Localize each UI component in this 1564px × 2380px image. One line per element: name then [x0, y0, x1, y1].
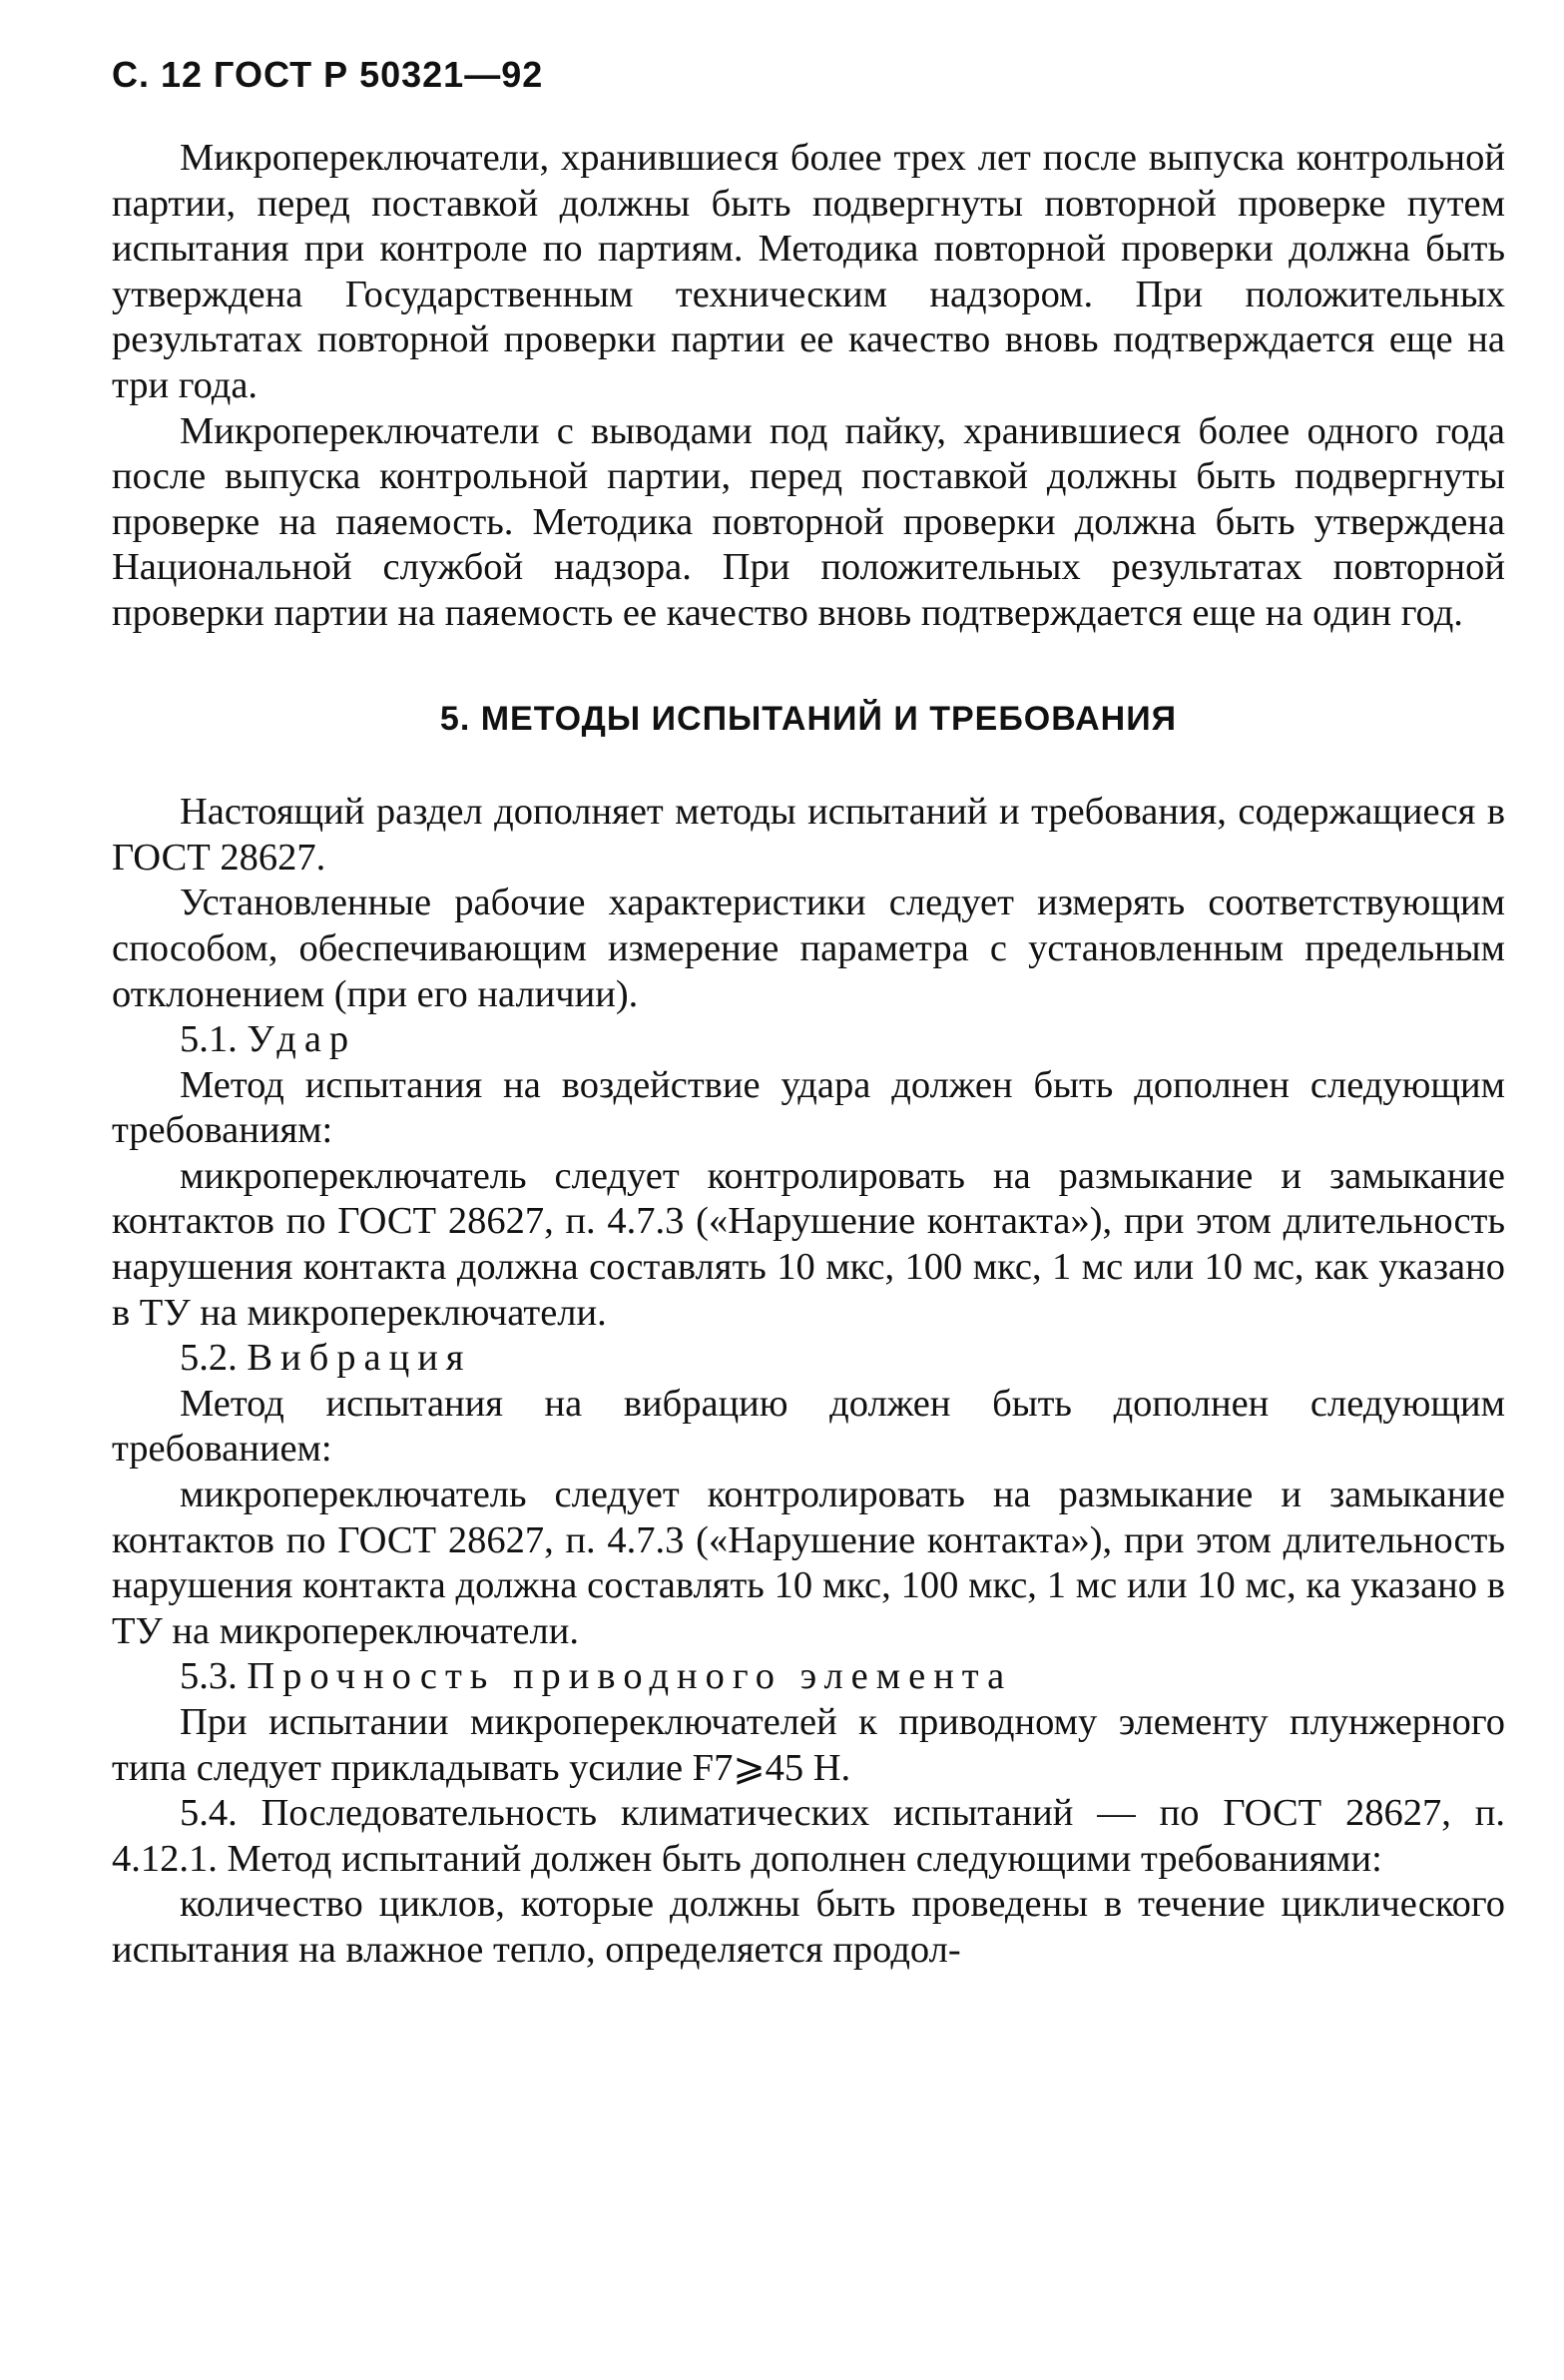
subsection-5-1-title: Удар	[247, 1018, 357, 1061]
subsection-5-1-text-2: микропереключатель следует контролировать на размыкание и замыкание контактов по ГОСТ 28627, п. 4.7.3 («Нарушение контакта»), при этом длительность нарушения контакта должна составлять 10 мкс, 100 мкс, 1 мс или 10 мс, как указано в ТУ на микропереключатели.	[112, 1154, 1505, 1334]
subsection-5-2-heading	[112, 1336, 1505, 1382]
section-5-intro-2: Установленные рабочие характеристики следует измерять соответствующим способом, обеспечивающим измерение параметра с установленным предельным отклонением (при его наличии).	[112, 882, 1505, 1015]
subsection-5-2-number: 5.2.	[180, 1337, 238, 1380]
document-body	[112, 136, 1505, 1974]
page-header: С. 12 ГОСТ Р 50321—92	[112, 54, 544, 95]
subsection-5-1-heading	[112, 1017, 1505, 1063]
paragraph-storage-recheck: Микропереключатели, хранившиеся более трех лет после выпуска контрольной партии, перед поставкой должны быть подвергнуты повторной проверке путем испытания при контроле по партиям. Методика повторной проверки должна быть утверждена Государственным техническим надзором. При положительных результатах повторной проверки партии ее качество вновь подтверждается еще на три года.	[112, 137, 1505, 406]
subsection-5-1-number: 5.1.	[180, 1018, 238, 1061]
subsection-5-3-text-1: При испытании микропереключателей к приводному элементу плунжерного типа следует прикладывать усилие F7⩾45 Н.	[112, 1701, 1505, 1789]
subsection-5-2-text-1: Метод испытания на вибрацию должен быть дополнен следующим требованием:	[112, 1382, 1505, 1471]
section-5-intro-1: Настоящий раздел дополняет методы испытаний и требования, содержащиеся в ГОСТ 28627.	[112, 791, 1505, 879]
subsection-5-3-number: 5.3.	[180, 1655, 238, 1698]
subsection-5-4-text-1: 5.4. Последовательность климатических испытаний — по ГОСТ 28627, п. 4.12.1. Метод испытаний должен быть дополнен следующими требованиями:	[112, 1792, 1505, 1880]
subsection-5-4-text-2: количество циклов, которые должны быть проведены в течение циклического испытания на влажное тепло, определяется продол-	[112, 1883, 1505, 1971]
paragraph-solderability-recheck: Микропереключатели с выводами под пайку, хранившиеся более одного года после выпуска контрольной партии, перед поставкой должны быть подвергнуты проверке на паяемость. Методика повторной проверки должна быть утверждена Национальной службой надзора. При положительных результатах повторной проверки партии на паяемость ее качество вновь подтверждается еще на один год.	[112, 409, 1505, 634]
subsection-5-1-text-1: Метод испытания на воздействие удара должен быть дополнен следующим требованиям:	[112, 1063, 1505, 1152]
subsection-5-3-heading	[112, 1654, 1505, 1700]
subsection-5-3-title: Прочность приводного элемента	[247, 1655, 1013, 1698]
subsection-5-2-title: Вибрация	[247, 1337, 472, 1380]
subsection-5-2-text-2: микропереключатель следует контролировать на размыкание и замыкание контактов по ГОСТ 28627, п. 4.7.3 («Нарушение контакта»), при этом длительность нарушения контакта должна составлять 10 мкс, 100 мкс, 1 мс или 10 мс, ка указано в ТУ на микропереключатели.	[112, 1474, 1505, 1652]
section-5-title: 5. МЕТОДЫ ИСПЫТАНИЙ И ТРЕБОВАНИЯ	[439, 699, 1178, 738]
